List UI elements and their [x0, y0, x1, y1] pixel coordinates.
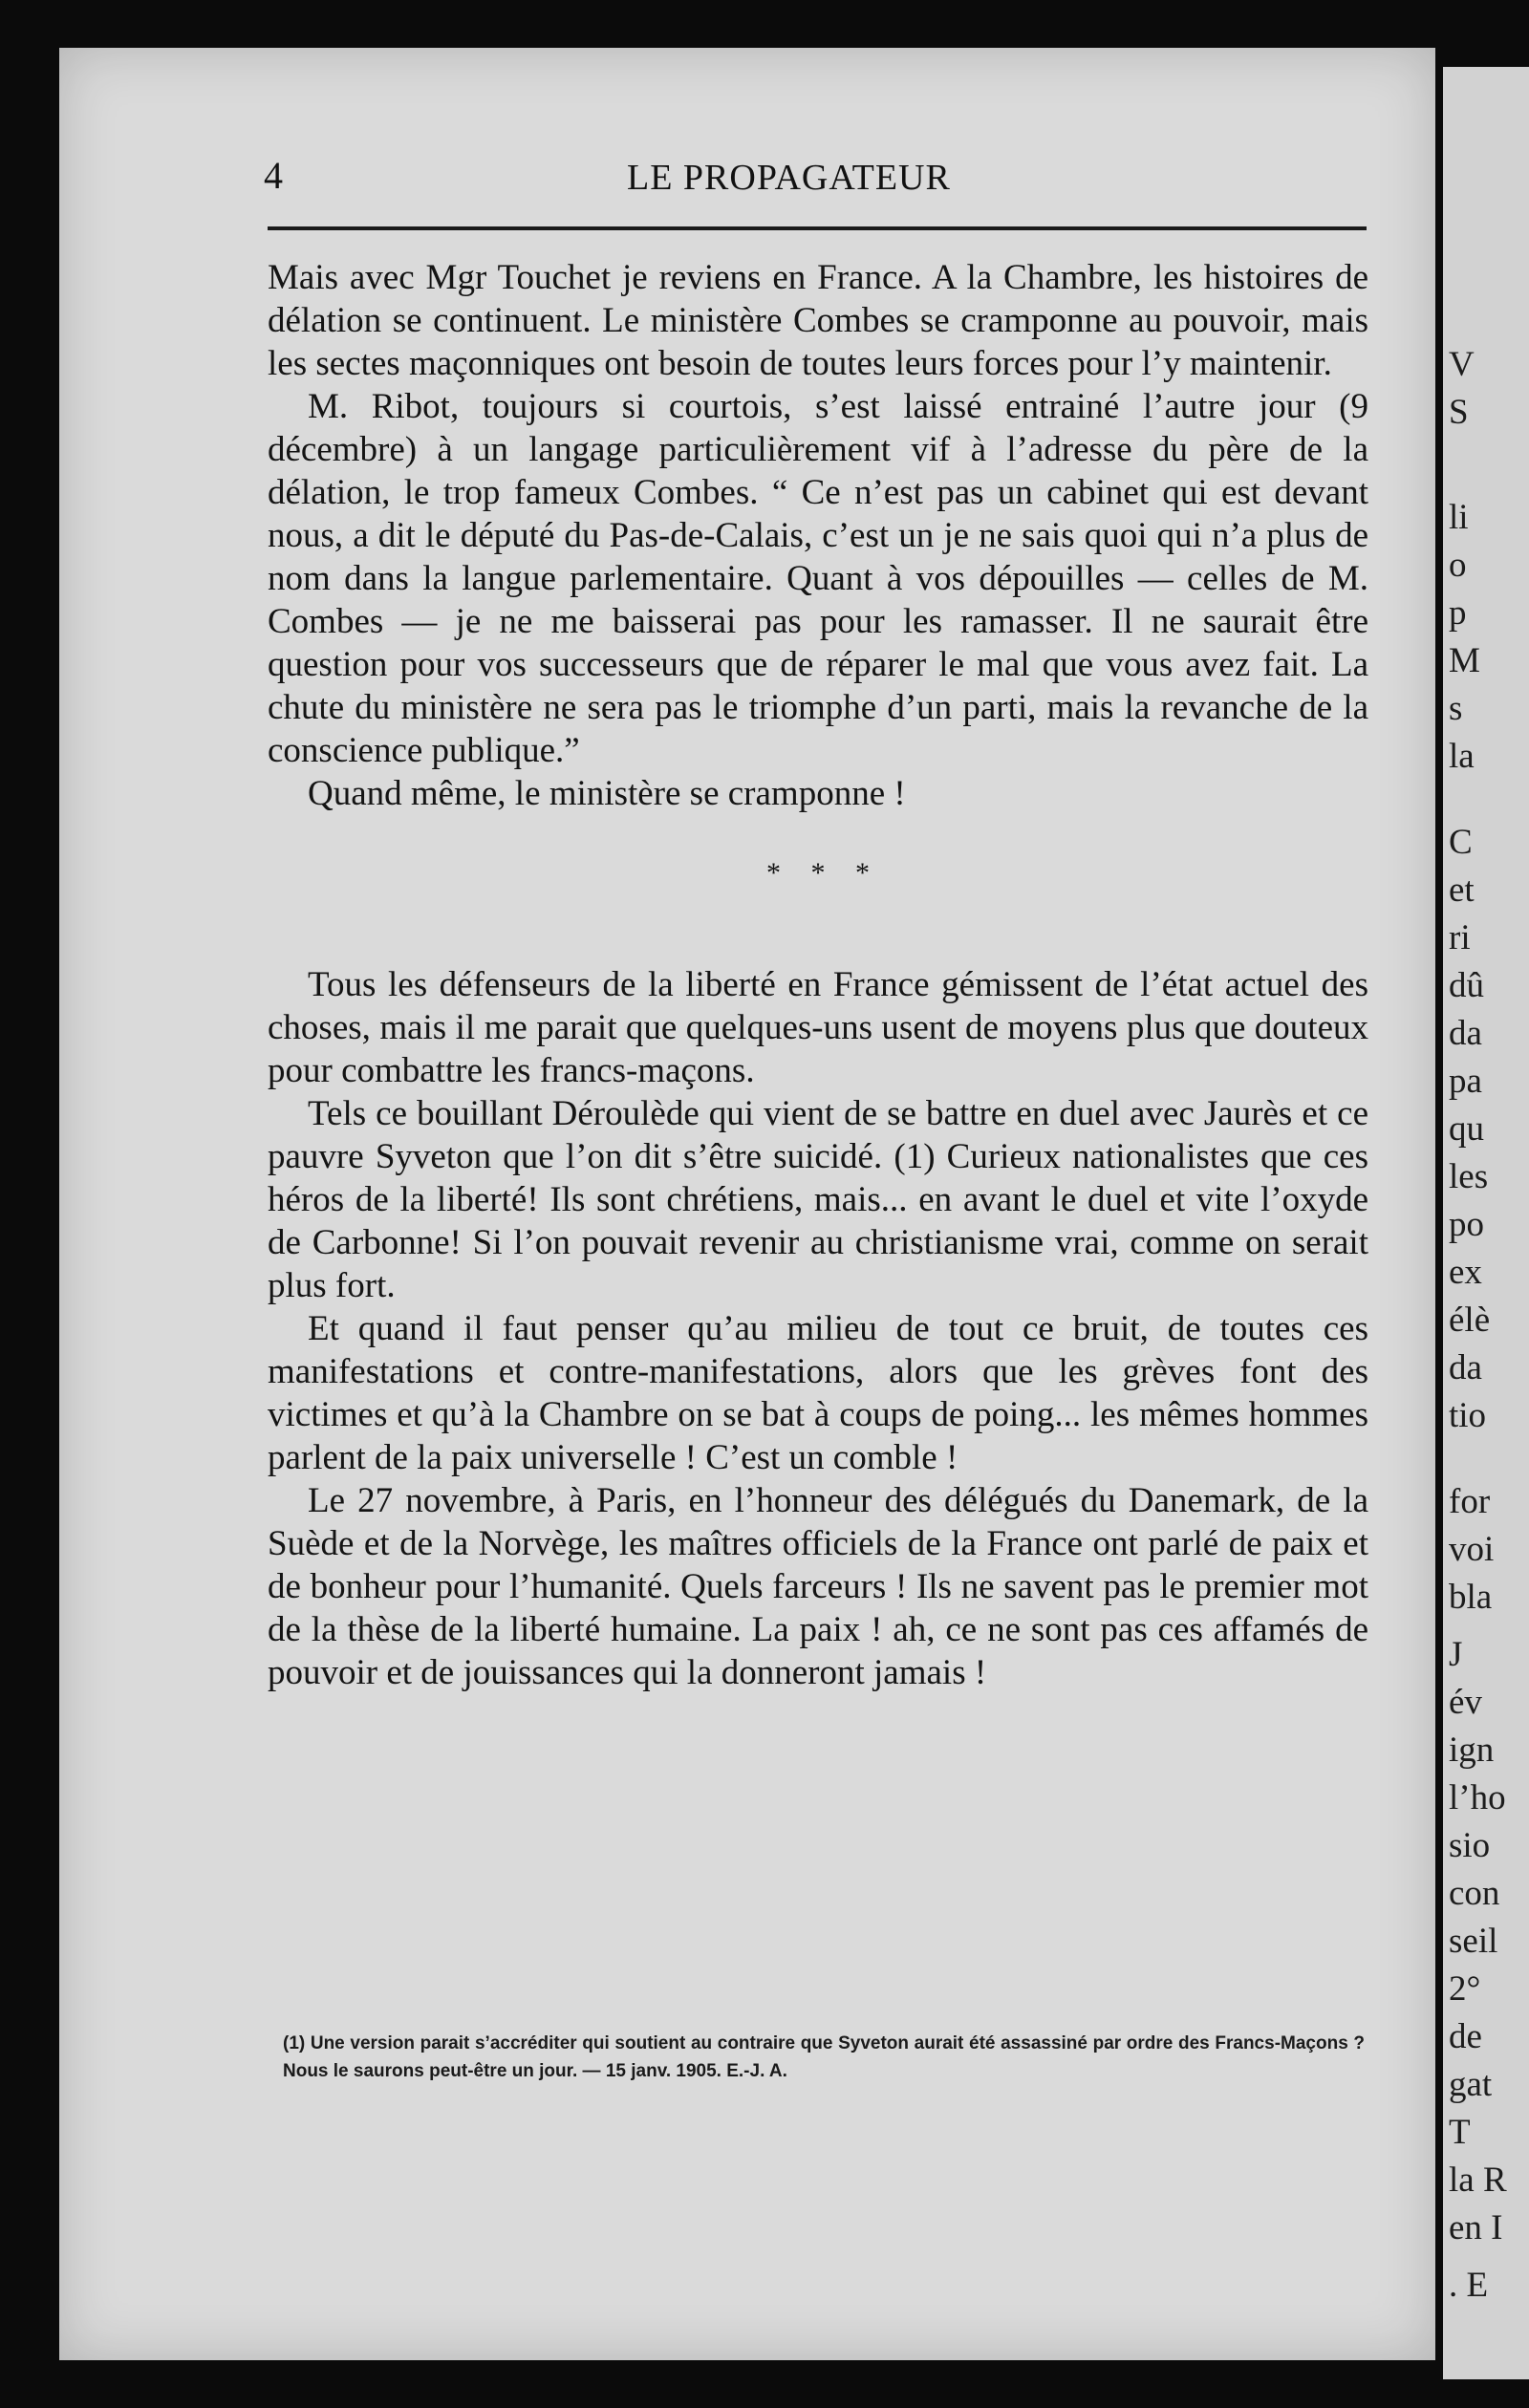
facing-page-fragment: gat: [1449, 2065, 1493, 2104]
facing-page-fragment: li: [1449, 498, 1469, 537]
running-title: LE PROPAGATEUR: [627, 158, 951, 198]
paragraph: Quand même, le ministère se cramponne !: [308, 774, 906, 813]
paragraph: Tous les défenseurs de la liberté en France gémissent de l’état actuel des choses, mais il me parait que quelques-uns usent de moyens plus que douteux pour combattre les francs-maçons.: [268, 965, 1368, 1090]
facing-page-fragment: con: [1449, 1874, 1500, 1913]
facing-page-fragment: év: [1449, 1683, 1482, 1722]
facing-page-fragment: et: [1449, 871, 1475, 910]
page-header: [264, 153, 1372, 201]
facing-page-fragment: for: [1449, 1482, 1491, 1521]
facing-page-fragment: . E: [1449, 2266, 1489, 2305]
paragraph: Tels ce bouillant Déroulède qui vient de se battre en duel avec Jaurès et ce pauvre Syveton que l’on dit s’être suicidé. (1) Curieux nationalistes que ces héros de la liberté! Ils sont chrétiens, mais... en avant le duel et vite l’oxyde de Carbonne! Si l’on pouvait revenir au christianisme vrai, comme on serait plus fort.: [268, 1094, 1368, 1305]
facing-page-fragment: bla: [1449, 1578, 1493, 1617]
footnote: (1) Une version parait s’accréditer qui soutient au contraire que Syveton aurait été assassiné par ordre des Francs-Maçons ? Nous le saurons peut-être un jour. — 15 janv. 1905. E.-J. A.: [283, 2033, 1365, 2081]
facing-page-fragment: la R: [1449, 2161, 1507, 2200]
facing-page-fragment: élè: [1449, 1301, 1491, 1340]
facing-page-fragment: C: [1449, 823, 1473, 862]
facing-page-fragment: o: [1449, 546, 1467, 585]
facing-page-fragment: J: [1449, 1635, 1463, 1674]
facing-page-fragment: voi: [1449, 1530, 1495, 1569]
facing-page-fragment: pa: [1449, 1062, 1482, 1101]
article-body: [268, 256, 1368, 1694]
facing-page-fragment: V: [1449, 345, 1475, 384]
facing-page-fragment: 2°: [1449, 1969, 1481, 2009]
facing-page-fragment: p: [1449, 593, 1467, 633]
facing-page-fragment: l’ho: [1449, 1778, 1506, 1817]
facing-page-fragment: ri: [1449, 918, 1471, 957]
page-number: 4: [264, 154, 283, 197]
facing-page-fragment: ign: [1449, 1731, 1495, 1770]
header-rule: [268, 226, 1367, 230]
facing-page-fragment: les: [1449, 1157, 1489, 1196]
paragraph: Le 27 novembre, à Paris, en l’honneur des délégués du Danemark, de la Suède et de la Norvège, les maîtres officiels de la France ont parlé de paix et de bonheur pour l’humanité. Quels farceurs ! Ils ne savent pas le premier mot de la thèse de la liberté humaine. La paix ! ah, ce ne sont pas ces affamés de pouvoir et de jouissances qui la donneront jamais !: [268, 1481, 1368, 1692]
facing-page-fragment: la: [1449, 737, 1475, 776]
facing-page-fragment: dû: [1449, 966, 1484, 1005]
facing-page-fragment: T: [1449, 2113, 1471, 2152]
facing-page-fragment: qu: [1449, 1109, 1484, 1149]
facing-page-fragment: de: [1449, 2017, 1482, 2056]
facing-page-fragment: en I: [1449, 2208, 1503, 2247]
facing-page-fragment: tio: [1449, 1396, 1487, 1435]
facing-page-fragment: da: [1449, 1014, 1482, 1053]
paragraph: M. Ribot, toujours si courtois, s’est laissé entrainé l’autre jour (9 décembre) à un langage particulièrement vif à l’adresse du père de la délation, le trop fameux Combes. “ Ce n’est pas un cabinet qui est devant nous, a dit le député du Pas-de-Calais, c’est un je ne sais quoi qui n’a plus de nom dans la langue parlementaire. Quant à vos dépouilles — celles de M. Combes — je ne me baisserai pas pour les ramasser. Il ne saurait être question pour vos successeurs que de réparer le mal que vous avez fait. La chute du ministère ne sera pas le triomphe d’un parti, mais la revanche de la conscience publique.”: [268, 387, 1368, 770]
facing-page-fragment: s: [1449, 689, 1463, 728]
section-separator: * * *: [766, 857, 881, 889]
facing-page-fragment: po: [1449, 1205, 1484, 1244]
facing-page-fragment: da: [1449, 1348, 1482, 1387]
facing-page-edge: [1443, 67, 1529, 2379]
facing-page-fragment: seil: [1449, 1922, 1498, 1961]
facing-page-fragment: sio: [1449, 1826, 1491, 1865]
paragraph: Et quand il faut penser qu’au milieu de tout ce bruit, de toutes ces manifestations et contre-manifestations, alors que les grèves font des victimes et qu’à la Chambre on se bat à coups de poing... les mêmes hommes parlent de la paix universelle ! C’est un comble !: [268, 1309, 1368, 1477]
facing-page-fragment: S: [1449, 393, 1469, 432]
paragraph: Mais avec Mgr Touchet je reviens en France. A la Chambre, les histoires de délation se continuent. Le ministère Combes se cramponne au pouvoir, mais les sectes maçonniques ont besoin de toutes leurs forces pour l’y maintenir.: [268, 258, 1368, 383]
facing-page-fragment: M: [1449, 641, 1480, 680]
facing-page-fragment: ex: [1449, 1253, 1482, 1292]
